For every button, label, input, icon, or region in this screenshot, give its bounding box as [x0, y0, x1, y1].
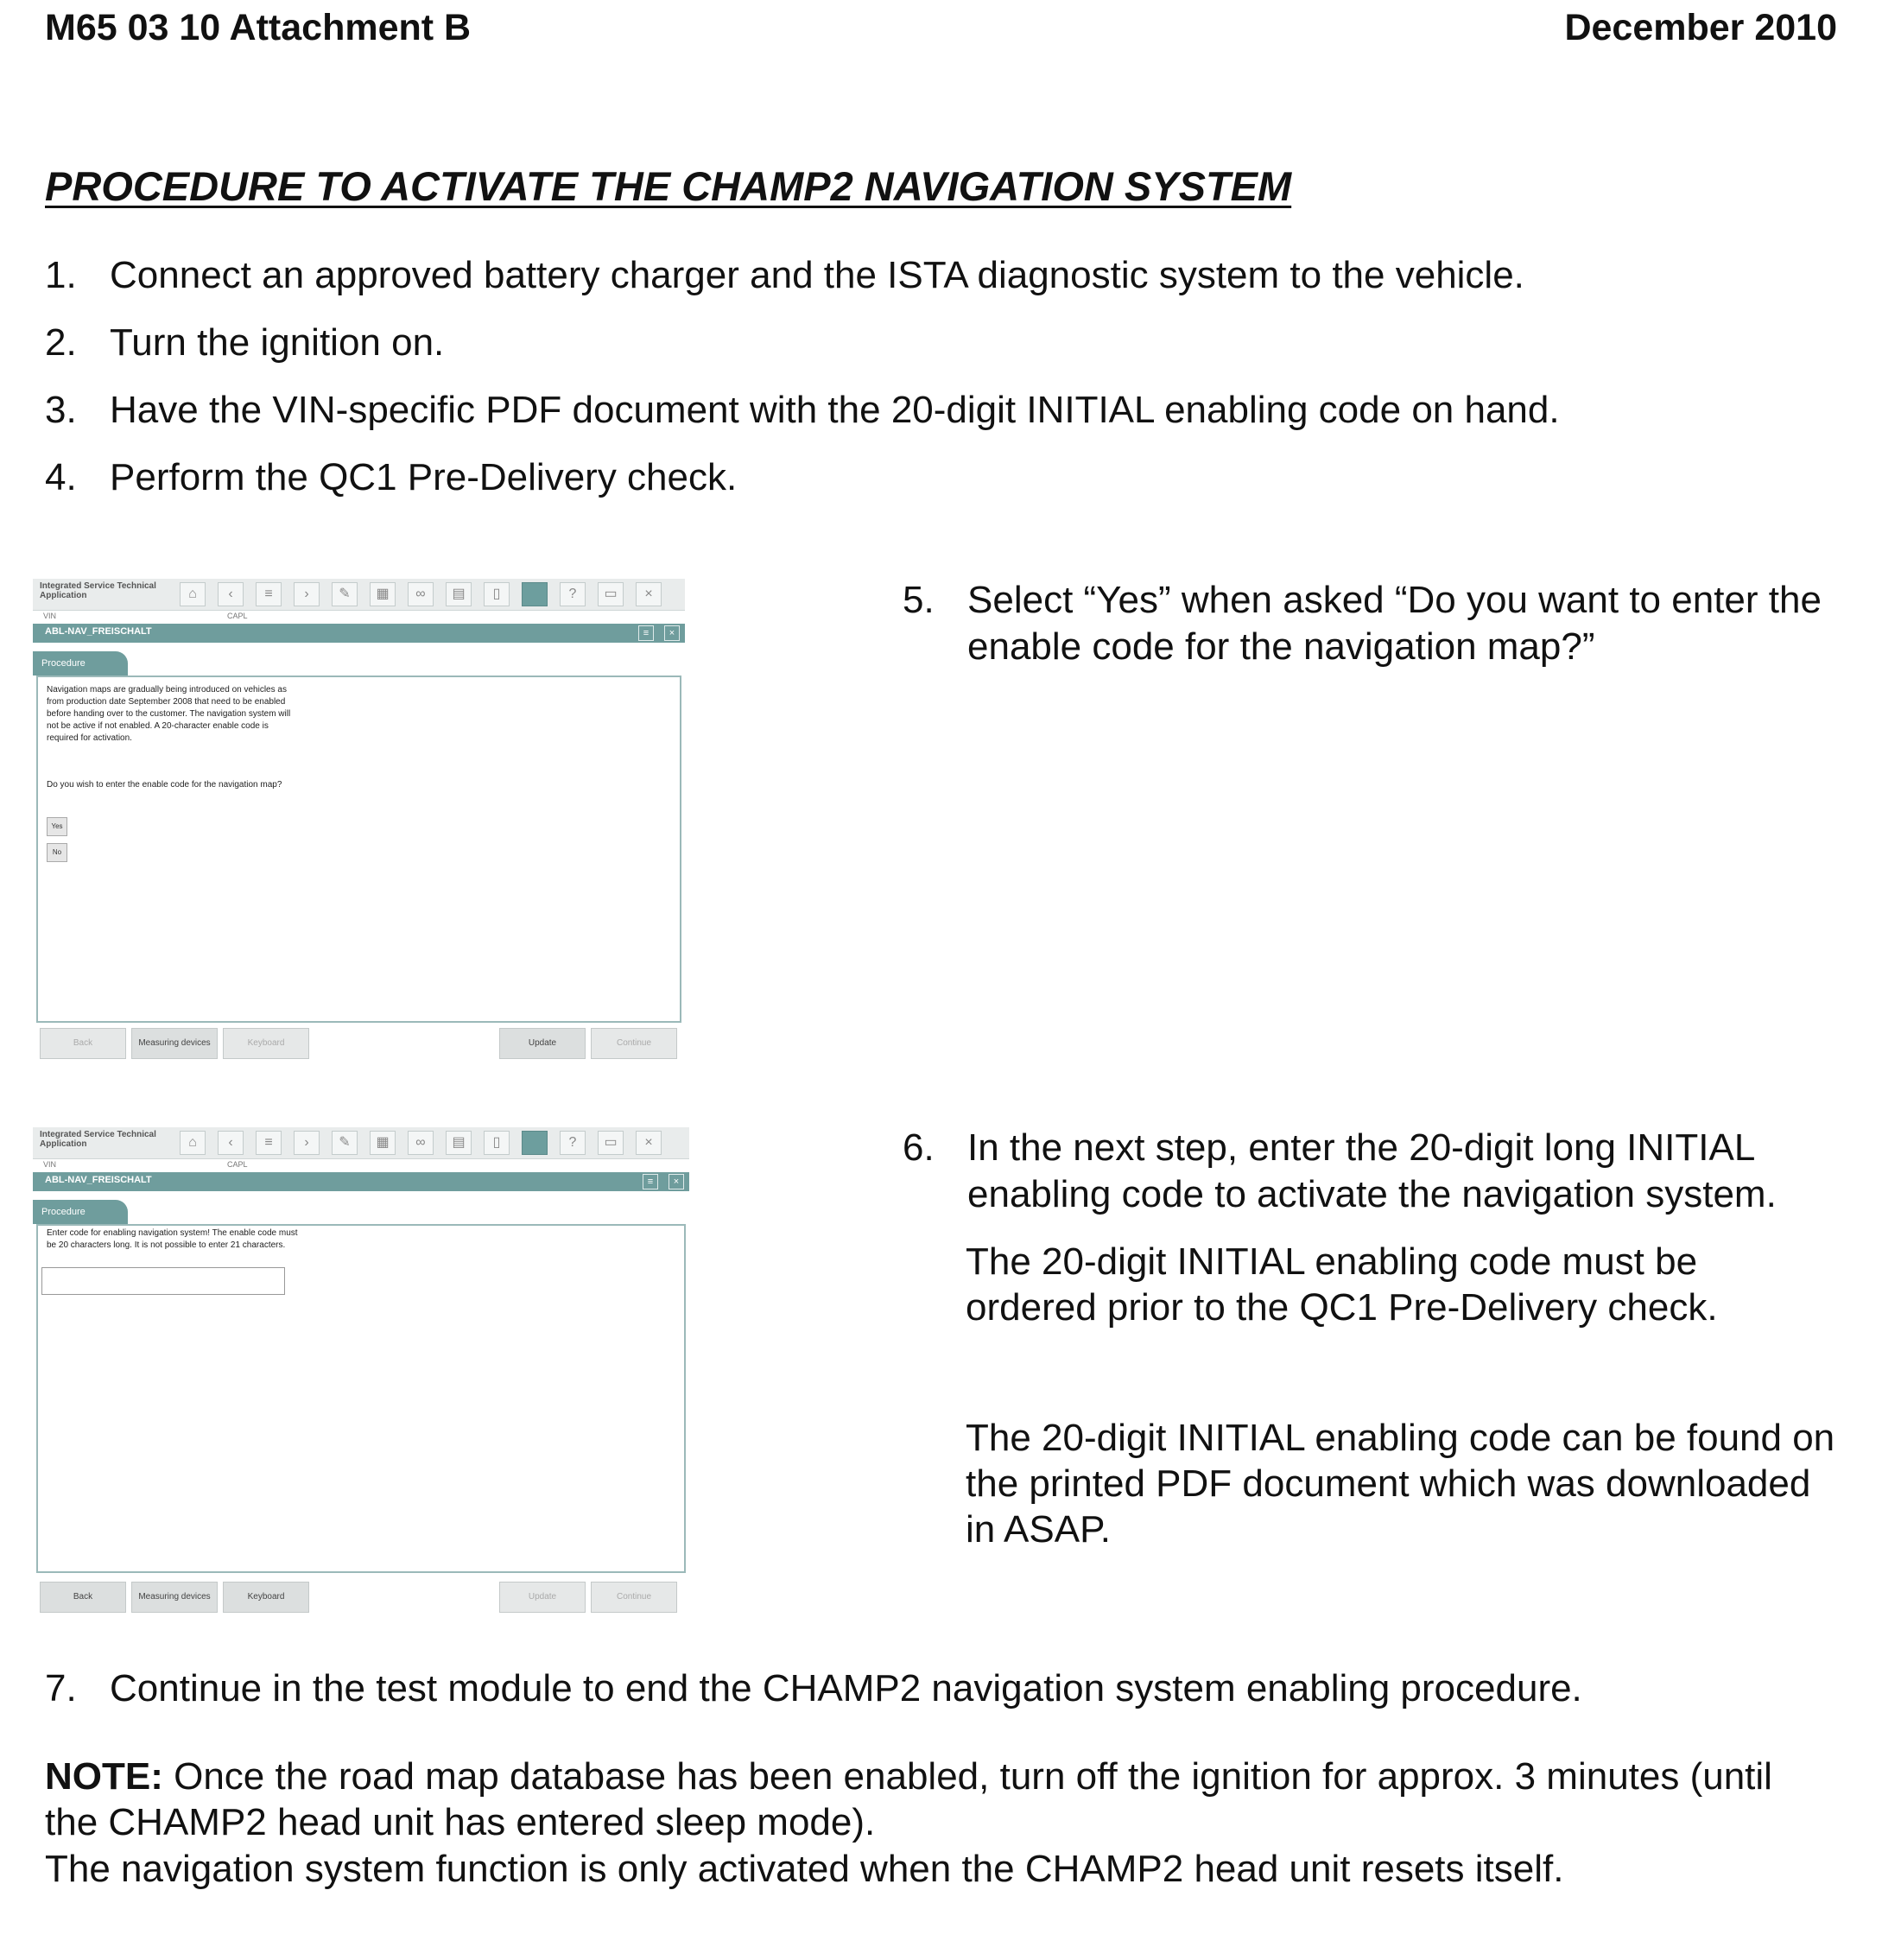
update-button: Update — [499, 1582, 586, 1613]
minimize-icon: ≡ — [638, 625, 654, 641]
module-title-bar — [33, 1172, 689, 1191]
update-button: Update — [499, 1028, 586, 1059]
screenshot-enter-code — [33, 1127, 689, 1620]
caps-label: CAPL — [227, 612, 248, 620]
step-6-note-ordering: The 20-digit INITIAL enabling code must be ordered prior to the QC1 Pre-Delivery check. — [966, 1240, 1718, 1329]
module-name: ABL-NAV_FREISCHALT — [45, 626, 152, 637]
keyboard-button: Keyboard — [223, 1028, 309, 1059]
step-number: 2. — [45, 321, 77, 364]
note-label: NOTE: — [45, 1755, 163, 1798]
tab-procedure: Procedure — [33, 651, 128, 676]
note-text: Once the road map database has been enabled, turn off the ignition for approx. 3 minutes (until the CHAMP2 head unit has entered sleep mode). — [45, 1755, 1772, 1843]
list-icon: ≡ — [256, 582, 282, 606]
print-icon: ▭ — [598, 1131, 624, 1155]
tab-procedure: Procedure — [33, 1200, 128, 1224]
home-icon: ⌂ — [180, 582, 206, 606]
toolbar-icons — [180, 1131, 662, 1155]
step-number: 6. — [903, 1126, 935, 1169]
print-icon: ▭ — [598, 582, 624, 606]
module-title-bar — [33, 624, 685, 643]
step-text: Turn the ignition on. — [110, 321, 445, 364]
close-icon: × — [669, 1174, 684, 1189]
close-icon: × — [636, 1131, 662, 1155]
step-text: Connect an approved battery charger and the ISTA diagnostic system to the vehicle. — [110, 254, 1524, 296]
minimize-icon: ≡ — [643, 1174, 658, 1189]
continue-button: Continue — [591, 1028, 677, 1059]
step-1 — [45, 252, 1524, 299]
screenshot-enable-prompt — [33, 579, 685, 1067]
wrench-icon: ✎ — [332, 582, 358, 606]
app-name: Integrated Service Technical Application — [40, 581, 156, 600]
grid-icon: ▤ — [446, 582, 472, 606]
home-icon: ⌂ — [180, 1131, 206, 1155]
caps-label: CAPL — [227, 1160, 248, 1169]
step-2 — [45, 320, 444, 366]
step-text: Have the VIN-specific PDF document with the 20-digit INITIAL enabling code on hand. — [110, 389, 1560, 431]
note-line-2: The navigation system function is only activated when the CHAMP2 head unit resets itself. — [45, 1848, 1564, 1890]
step-number: 4. — [45, 456, 77, 498]
measuring-devices-button: Measuring devices — [131, 1582, 218, 1613]
enable-code-input — [41, 1267, 285, 1295]
ista-toolbar — [33, 579, 685, 611]
active-view-icon — [522, 582, 548, 606]
vehicle-icon: ▦ — [370, 1131, 396, 1155]
battery-icon: ▯ — [484, 1131, 510, 1155]
step-3 — [45, 387, 1560, 434]
procedure-question: Do you wish to enter the enable code for the navigation map? — [47, 780, 282, 790]
forward-arrow-icon: › — [294, 1131, 320, 1155]
vin-label: VIN — [43, 1160, 57, 1169]
back-button: Back — [40, 1028, 126, 1059]
document-reference: M65 03 10 Attachment B — [45, 7, 472, 48]
no-button: No — [47, 843, 67, 862]
continue-button: Continue — [591, 1582, 677, 1613]
step-text: Continue in the test module to end the CHAMP2 navigation system enabling procedure. — [110, 1667, 1582, 1709]
note-block — [45, 1754, 1798, 1845]
close-icon: × — [636, 582, 662, 606]
procedure-content — [36, 1224, 686, 1573]
step-6-note-location: The 20-digit INITIAL enabling code can be found on the printed PDF document which was downloaded in ASAP. — [966, 1417, 1835, 1551]
step-number: 3. — [45, 389, 77, 431]
vin-label: VIN — [43, 612, 57, 620]
close-icon: × — [664, 625, 680, 641]
active-view-icon — [522, 1131, 548, 1155]
step-5 — [903, 577, 1835, 670]
keyboard-button: Keyboard — [223, 1582, 309, 1613]
procedure-text: Navigation maps are gradually being introduced on vehicles as from production date September 2008 that need to be enabled before handing over to the customer. The navigation system will not be active if not enabled. A 20-character enable code is required for activation. — [47, 685, 291, 743]
step-4 — [45, 454, 737, 501]
procedure-content — [36, 676, 681, 1023]
list-icon: ≡ — [256, 1131, 282, 1155]
step-text: Perform the QC1 Pre-Delivery check. — [110, 456, 738, 498]
yes-button: Yes — [47, 817, 67, 836]
vehicle-icon: ▦ — [370, 582, 396, 606]
document-date: December 2010 — [1564, 7, 1837, 48]
back-arrow-icon: ‹ — [218, 582, 244, 606]
step-text: In the next step, enter the 20-digit long INITIAL enabling code to activate the navigation system. — [967, 1126, 1777, 1215]
app-name: Integrated Service Technical Application — [40, 1130, 156, 1149]
module-name: ABL-NAV_FREISCHALT — [45, 1175, 152, 1185]
toolbar-icons — [180, 582, 662, 606]
step-7 — [45, 1665, 1582, 1712]
forward-arrow-icon: › — [294, 582, 320, 606]
link-icon: ∞ — [408, 1131, 434, 1155]
wrench-icon: ✎ — [332, 1131, 358, 1155]
ista-toolbar — [33, 1127, 689, 1159]
step-number: 1. — [45, 254, 77, 296]
back-button: Back — [40, 1582, 126, 1613]
step-number: 5. — [903, 579, 935, 621]
battery-icon: ▯ — [484, 582, 510, 606]
page-title: PROCEDURE TO ACTIVATE THE CHAMP2 NAVIGATION SYSTEM — [45, 163, 1292, 209]
step-6 — [903, 1125, 1844, 1218]
grid-icon: ▤ — [446, 1131, 472, 1155]
measuring-devices-button: Measuring devices — [131, 1028, 218, 1059]
help-icon: ? — [560, 1131, 586, 1155]
step-text: Select “Yes” when asked “Do you want to enter the enable code for the navigation map?” — [967, 579, 1822, 668]
link-icon: ∞ — [408, 582, 434, 606]
procedure-text: Enter code for enabling navigation system! The enable code must be 20 characters long. It is not possible to enter 21 characters. — [47, 1228, 298, 1250]
step-number: 7. — [45, 1667, 77, 1709]
help-icon: ? — [560, 582, 586, 606]
back-arrow-icon: ‹ — [218, 1131, 244, 1155]
